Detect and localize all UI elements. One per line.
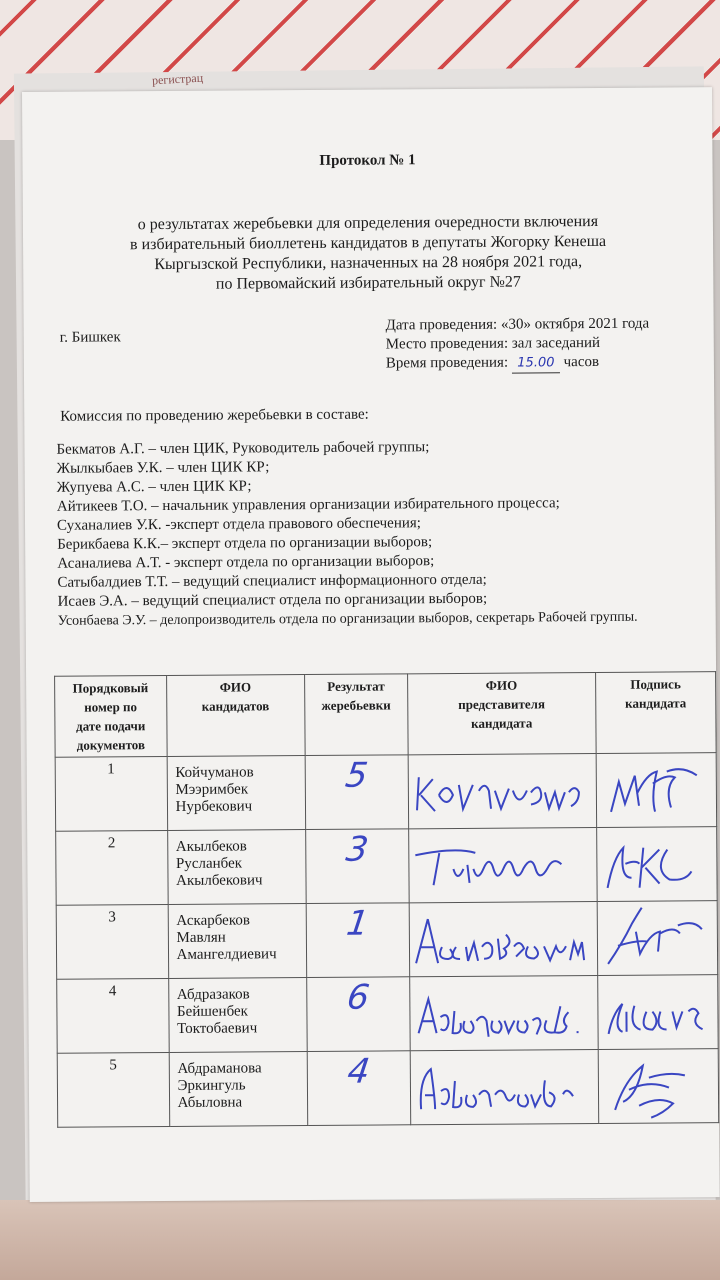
protocol-document	[22, 87, 720, 1202]
table-row	[57, 975, 719, 1054]
subtitle-line-1: о результатах жеребьевки для определения очередности включения	[137, 212, 599, 234]
header-order-number: Порядковый номер по дате подачи документов	[55, 676, 167, 758]
subtitle-line-3: Кыргызской Республики, назначенных на 28 ноября 2021 года,	[154, 253, 583, 274]
handwritten-name-image	[409, 828, 590, 902]
member-line: Сатыбалдиев Т.Т. – ведущий специалист информационного отдела;	[57, 571, 487, 591]
representative-handwritten-name	[408, 828, 597, 903]
member-line: Айтикеев Т.О. – начальник управления организации избирательного процесса;	[56, 495, 560, 515]
draw-result: 5	[305, 755, 408, 830]
row-number: 1	[55, 757, 167, 832]
subtitle-line-2: в избирательный биоллетень кандидатов в депутаты Жогорку Кенеша	[129, 232, 607, 254]
header-candidate-name: ФИО кандидатов	[166, 675, 305, 757]
candidate-name: Абдраманова Эркингуль Абыловна	[169, 1052, 308, 1127]
signature-image	[598, 901, 711, 975]
city-label: г. Бишкек	[59, 329, 121, 346]
row-number: 3	[56, 905, 168, 980]
signature-image	[598, 975, 711, 1049]
member-line: Бекматов А.Г. – член ЦИК, Руководитель рабочей группы;	[56, 439, 430, 458]
candidate-signature	[598, 975, 719, 1050]
header-candidate-signature: Подпись кандидата	[595, 672, 716, 754]
representative-handwritten-name	[409, 976, 598, 1051]
handwritten-name-image	[410, 1050, 591, 1124]
row-number: 4	[57, 979, 169, 1054]
candidate-name: Аскарбеков Мавлян Амангелдиевич	[168, 904, 307, 979]
table-row	[57, 1049, 719, 1128]
representative-handwritten-name	[410, 1050, 599, 1125]
table-row	[55, 753, 717, 832]
table-header-row	[55, 672, 717, 758]
candidate-name: Койчуманов Мээримбек Нурбекович	[167, 756, 306, 831]
candidate-signature	[597, 901, 718, 976]
results-table	[54, 671, 719, 1128]
row-number: 2	[56, 831, 168, 906]
meeting-place: Место проведения: зал заседаний	[385, 334, 601, 353]
header-representative-name: ФИО представителя кандидата	[407, 673, 596, 755]
handwritten-name-image	[410, 976, 591, 1050]
member-line: Берикбаева К.К.– эксперт отдела по организации выборов;	[57, 534, 433, 553]
subtitle-line-4: по Первомайский избирательный округ №27	[215, 273, 521, 293]
candidate-name: Абдразаков Бейшенбек Токтобаевич	[168, 978, 307, 1053]
candidate-signature	[598, 1049, 719, 1124]
table-row	[56, 827, 718, 906]
member-line: Жупуева А.С. – член ЦИК КР;	[56, 478, 252, 496]
meeting-time-label: Время проведения:	[385, 354, 509, 372]
meeting-date: Дата проведения: «30» октября 2021 года	[385, 315, 650, 334]
draw-result: 1	[306, 903, 409, 978]
signature-image	[599, 1049, 712, 1123]
row-number: 5	[57, 1052, 169, 1127]
document-subtitle	[23, 211, 714, 296]
draw-result: 3	[306, 829, 409, 904]
meeting-meta	[386, 315, 650, 375]
candidate-name: Акылбеков Русланбек Акылбекович	[167, 830, 306, 905]
table-row	[56, 901, 718, 980]
candidate-signature	[596, 753, 717, 828]
member-line: Усонбаева Э.У. – делопроизводитель отдела по организации выборов, секретарь Рабочей группы.	[57, 609, 638, 629]
header-draw-result: Результат жеребьевки	[304, 674, 407, 756]
meeting-time-value: 15.00	[512, 353, 560, 373]
draw-result: 6	[307, 977, 410, 1052]
meeting-time-unit: часов	[563, 353, 600, 371]
commission-members-list	[56, 437, 637, 631]
member-line: Исаев Э.А. – ведущий специалист отдела по организации выборов;	[57, 590, 488, 610]
member-line: Асаналиева А.Т. - эксперт отдела по организации выборов;	[57, 553, 435, 572]
signature-image	[597, 827, 710, 901]
handwritten-name-image	[408, 754, 589, 828]
member-line: Жылкыбаев У.К. – член ЦИК КР;	[56, 459, 270, 477]
candidate-signature	[597, 827, 718, 902]
member-line: Суханалиев У.К. -эксперт отдела правового обеспечения;	[56, 515, 421, 534]
document-title: Протокол № 1	[319, 152, 416, 169]
background-stamp-text: регистрац	[151, 70, 204, 88]
representative-handwritten-name	[409, 902, 598, 977]
table-surface	[0, 1200, 720, 1280]
meeting-time	[386, 353, 650, 375]
draw-result: 4	[307, 1051, 410, 1126]
representative-handwritten-name	[408, 754, 597, 829]
commission-heading: Комиссия по проведению жеребьевки в составе:	[60, 406, 369, 425]
signature-image	[596, 753, 709, 827]
handwritten-name-image	[409, 902, 590, 976]
